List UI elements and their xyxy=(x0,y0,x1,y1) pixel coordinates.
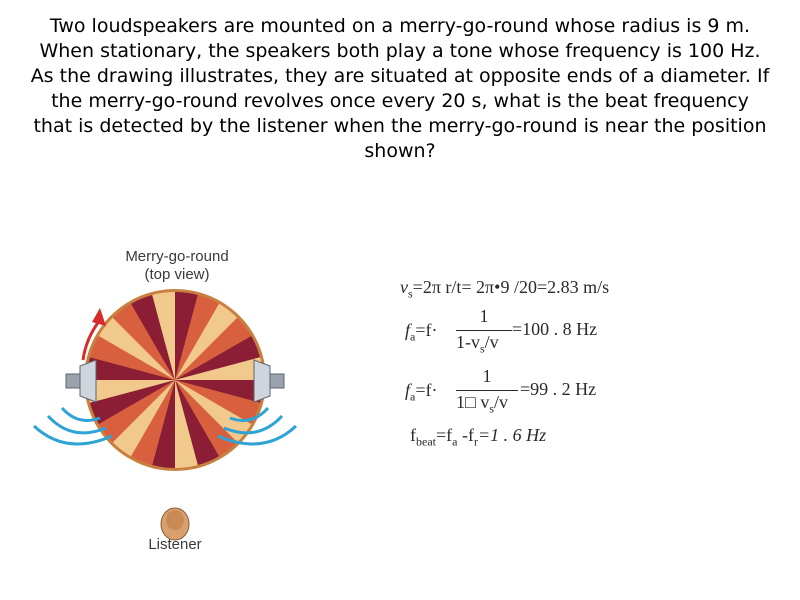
figure-title-line2: (top view) xyxy=(144,266,210,283)
fr-subscript: a xyxy=(410,389,416,404)
fa-denominator xyxy=(456,332,512,357)
listener-label: Listener xyxy=(148,536,202,553)
vs-symbol: v xyxy=(400,277,408,297)
beat-fr: -f xyxy=(457,425,474,445)
rotation-arrowhead-icon xyxy=(92,308,106,326)
figure-title-line1: Merry-go-round xyxy=(125,248,229,265)
fr-den-subscript: s xyxy=(489,401,495,416)
fr-numerator: 1 xyxy=(482,366,492,386)
merry-go-round-drawing xyxy=(0,230,330,570)
beat-fa-subscript: a xyxy=(452,434,458,449)
fr-den-text: 1□ v xyxy=(456,392,490,412)
approaching-fraction xyxy=(456,306,512,360)
fa-numerator: 1 xyxy=(479,306,489,326)
fa-den-tail: /v xyxy=(484,332,499,352)
fr-symbol: f xyxy=(405,380,411,400)
vs-subscript: s xyxy=(408,286,413,301)
beat-result: =1 . 6 Hz xyxy=(477,425,547,445)
fa-subscript: a xyxy=(410,329,416,344)
fr-den-tail: /v xyxy=(494,392,509,412)
speaker-speed-equation xyxy=(400,277,609,302)
merry-go-round-figure xyxy=(0,230,330,570)
problem-statement: Two loudspeakers are mounted on a merry-go-round whose radius is 9 m. When stationary, the speakers both play a tone whose frequency is 100 Hz. As the drawing illustrates, they are situated at opposite ends of a diameter. If the merry-go-round revolves once every 20 s, what is the beat frequency that is detected by the listener when the merry-go-round is near the position shown? xyxy=(30,15,770,162)
fa-den-subscript: s xyxy=(480,341,485,356)
fa-fraction-bar xyxy=(456,330,512,331)
approaching-frequency-lhs xyxy=(405,320,437,345)
beat-fa: =f xyxy=(436,425,453,445)
beat-fr-subscript: r xyxy=(473,434,478,449)
fa-den-text: 1-v xyxy=(456,332,480,352)
fr-equals: =f· xyxy=(415,380,438,400)
beat-subscript: beat xyxy=(416,434,436,449)
vs-expression: =2π r/t= 2π•9 /20=2.83 m/s xyxy=(412,277,610,297)
fr-denominator xyxy=(456,392,518,417)
receding-frequency-result: =99 . 2 Hz xyxy=(520,379,597,399)
receding-frequency-lhs xyxy=(405,380,437,405)
beat-frequency-equation xyxy=(410,425,546,450)
fa-symbol: f xyxy=(405,320,411,340)
fr-fraction-bar xyxy=(456,390,518,391)
left-speaker-icon xyxy=(66,360,96,402)
beat-symbol: f xyxy=(410,425,416,445)
receding-fraction xyxy=(456,366,518,420)
fa-equals: =f· xyxy=(415,320,438,340)
approaching-frequency-result: =100 . 8 Hz xyxy=(512,319,598,339)
right-speaker-icon xyxy=(254,360,284,402)
